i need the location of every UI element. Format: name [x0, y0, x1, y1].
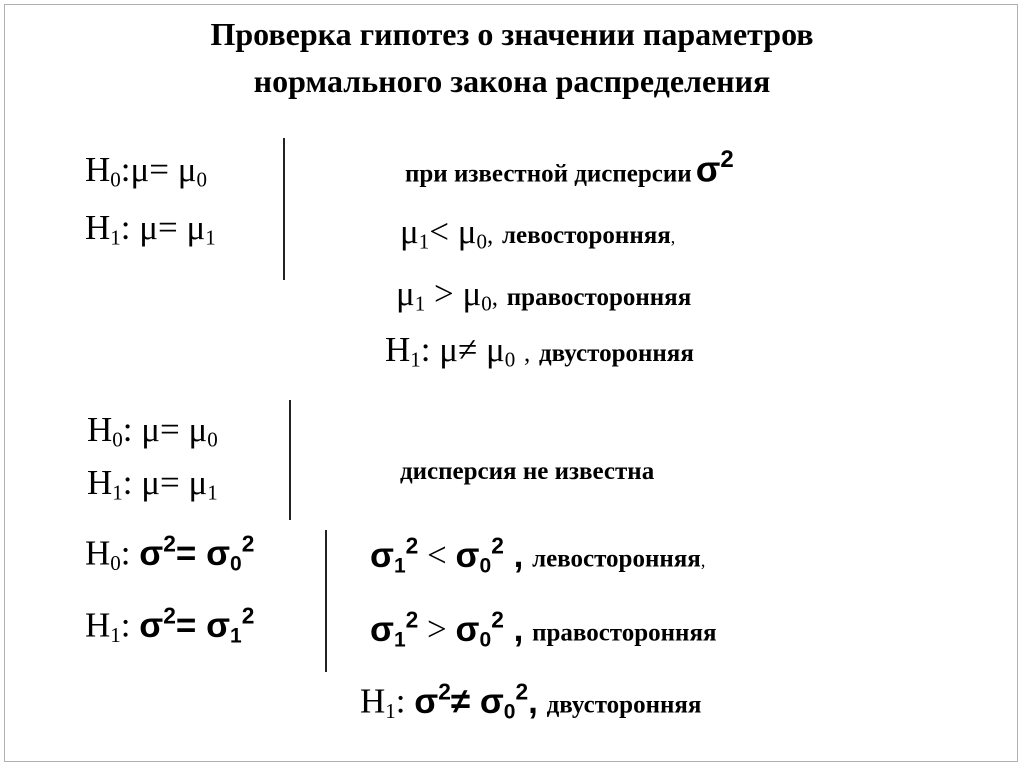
divider-bar [325, 530, 327, 672]
right-sided-variance-alternative: $\sigma_1^2 > \sigma_0^2$ , правосторонняя [370, 606, 717, 651]
divider-bar [283, 138, 285, 280]
unknown-variance-condition: дисперсия не известна [400, 458, 655, 485]
left-sided-mean-alternative: $\mu_1< \mu_0$, левосторонняя, [400, 212, 676, 254]
h0-mean-hypothesis-unknown: $H_0$: $\mu= \mu_0$ [87, 410, 218, 452]
h1-mean-hypothesis-unknown: $H_1$: $\mu= \mu_1$ [87, 463, 218, 505]
slide-title-line-2: нормального закона распределения [253, 63, 771, 99]
two-sided-mean-alternative: $H_1$: $\mu\ne \mu_0$ , двусторонняя [385, 330, 694, 372]
h1-variance-hypothesis: $H_1$: $\sigma^2= \sigma_1^2$ [85, 602, 255, 647]
h0-variance-hypothesis: $H_0$: $\sigma^2= \sigma_0^2$ [85, 530, 255, 575]
slide-title-line-1: Проверка гипотез о значении параметров [210, 16, 814, 52]
known-variance-condition: при известной дисперсии σ2 [405, 146, 734, 190]
two-sided-variance-alternative: $H_1$: $\sigma^2\ne \sigma_0^2$, двусторонняя [360, 678, 702, 723]
left-sided-variance-alternative: $\sigma_1^2 < \sigma_0^2$ , левосторонняя, [370, 532, 706, 577]
h1-mean-hypothesis: $H_1$: $\mu= \mu_1$ [85, 208, 216, 250]
h0-mean-hypothesis: $H_0:\mu= \mu_0$ [85, 150, 208, 192]
right-sided-mean-alternative: $\mu_1 > \mu_0$, правосторонняя [396, 274, 692, 316]
divider-bar [289, 400, 291, 520]
